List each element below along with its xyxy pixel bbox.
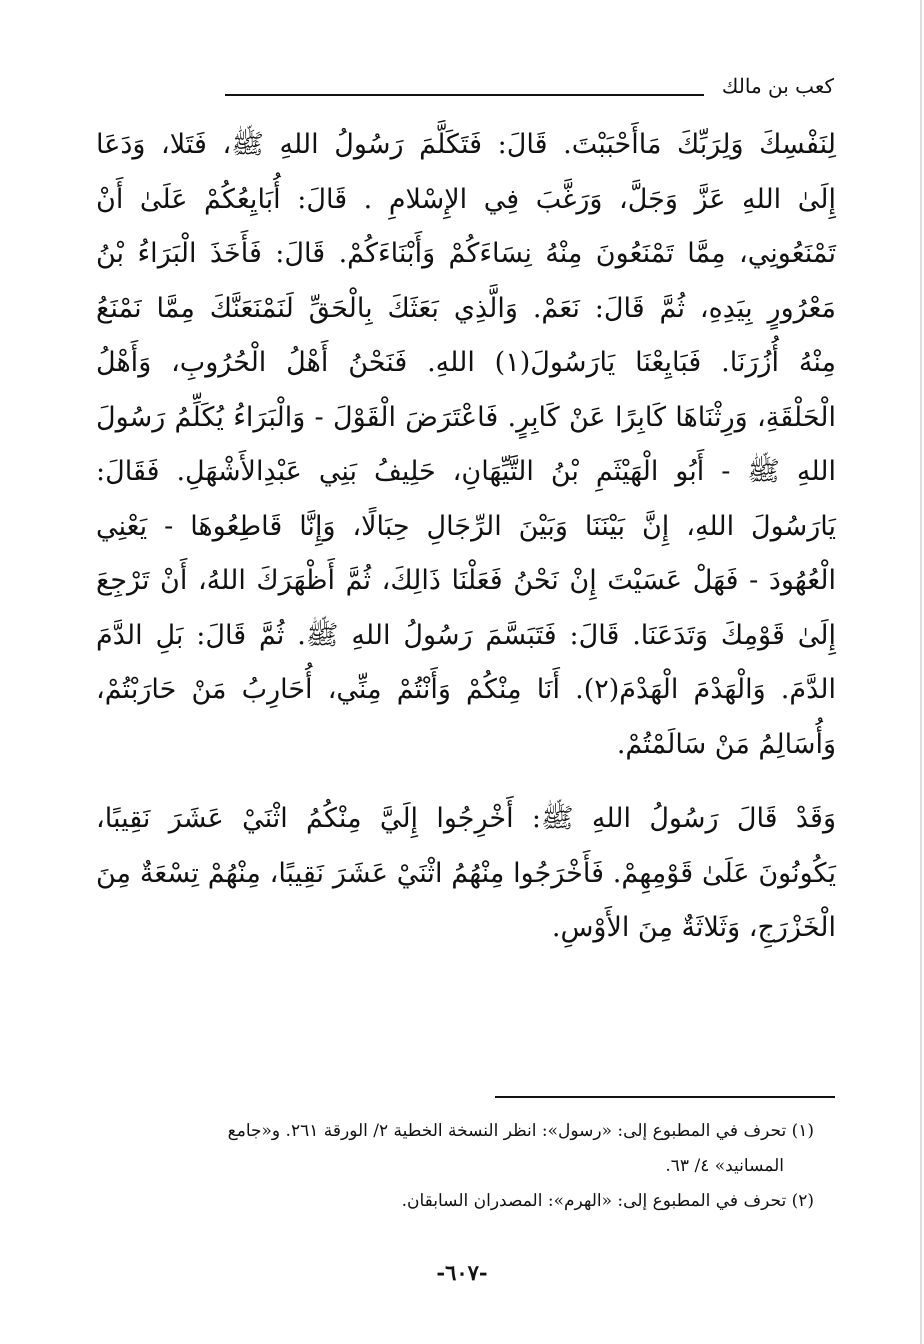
main-text xyxy=(96,118,836,956)
text-line: إِلَىٰ قَوْمِكَ وَتَدَعَنَا. قَالَ: فَتَبَسَّمَ رَسُولُ اللهِ ﷺ. ثُمَّ قَالَ: بَلِ الدَّمَ xyxy=(96,619,836,651)
paragraph-1 xyxy=(96,118,836,772)
footnotes xyxy=(98,1114,814,1219)
text-line: الدَّمَ. وَالْهَدْمَ الْهَدْمَ(٢). أَنَا مِنْكُمْ وَأَنْتُمْ مِنِّي، أُحَارِبُ مَنْ حَارَبْتُمْ، xyxy=(96,674,837,705)
paragraph-2 xyxy=(96,792,836,956)
text-line: يَكُونُونَ عَلَىٰ قَوْمِهِمْ. فَأَخْرَجُوا مِنْهُمُ اثْنَيْ عَشَرَ نَقِيبًا، مِنْهُمْ تِسْعَةٌ مِنَ xyxy=(96,857,836,889)
text-line: مَعْرُورٍ بِيَدِهِ، ثُمَّ قَالَ: نَعَمْ. وَالَّذِي بَعَثَكَ بِالْحَقِّ لَنَمْنَعَنَّكَ مِمَّا نَمْنَعُ xyxy=(96,292,836,324)
footnote-separator xyxy=(495,1096,835,1098)
footnote-1-continuation: المسانيد» ٤/ ٦٣. xyxy=(665,1156,784,1176)
header-title: كعب بن مالك xyxy=(721,74,834,98)
running-header xyxy=(100,74,834,104)
text-line: الْعُهُودَ - فَهَلْ عَسَيْتَ إِنْ نَحْنُ فَعَلْنَا ذَالِكَ، ثُمَّ أَظْهَرَكَ اللهُ، أَنْ تَرْجِعَ xyxy=(96,565,836,596)
page-number: -٦٠٧- xyxy=(436,1260,488,1285)
footnote-2: (٢) تحرف في المطبوع إلى: «الهرم»: المصدران السابقان. xyxy=(401,1191,814,1211)
header-rule xyxy=(225,94,704,96)
text-line: الْخَزْرَجِ، وَثَلاثَةٌ مِنَ الأَوْسِ. xyxy=(551,912,836,943)
text-line: لِنَفْسِكَ وَلِرَبِّكَ مَاأَحْبَبْتَ. قَالَ: فَتَكَلَّمَ رَسُولُ اللهِ ﷺ، فَتَلا، وَدَعَا xyxy=(96,129,836,160)
text-line: وَقَدْ قَالَ رَسُولُ اللهِ ﷺ: أَخْرِجُوا إِلَيَّ مِنْكُمُ اثْنَيْ عَشَرَ نَقِيبًا، xyxy=(96,803,836,834)
footnote-1: (١) تحرف في المطبوع إلى: «رسول»: انظر النسخة الخطية ٢/ الورقة ٢٦١. و«جامع xyxy=(227,1121,814,1141)
text-line: الْحَلْقَةِ، وَرِثْنَاهَا كَابِرًا عَنْ كَابِرٍ. فَاعْتَرَضَ الْقَوْلَ - وَالْبَرَاءُ يُكَلِّمُ رَسُولَ xyxy=(96,401,836,433)
text-line: يَارَسُولَ اللهِ، إِنَّ بَيْنَنَا وَبَيْنَ الرِّجَالِ حِبَالًا، وَإِنَّا قَاطِعُوهَا - يَعْنِي xyxy=(96,510,836,542)
page-edge xyxy=(920,0,922,1344)
text-line: مِنْهُ أُزُرَنَا. فَبَايِعْنَا يَارَسُولَ(١) اللهِ. فَنَحْنُ أَهْلُ الْحُرُوبِ، وَأَهْلُ xyxy=(96,347,836,378)
text-line: إِلَىٰ اللهِ عَزَّ وَجَلَّ، وَرَغَّبَ فِي الإِسْلامِ . قَالَ: أُبَايِعُكُمْ عَلَىٰ أَنْ xyxy=(96,183,836,215)
text-line: اللهِ ﷺ - أَبُو الْهَيْثَمِ بْنُ التَّيِّهَانِ، حَلِيفُ بَنِي عَبْدِالأَشْهَلِ. فَقَالَ: xyxy=(96,456,836,487)
text-line: وَأُسَالِمُ مَنْ سَالَمْتُمْ. xyxy=(616,728,836,760)
text-line: تَمْنَعُونِي، مِمَّا تَمْنَعُونَ مِنْهُ نِسَاءَكُمْ وَأَبْنَاءَكُمْ. قَالَ: فَأَخَذَ الْبَرَاءُ بْنُ xyxy=(96,238,836,269)
